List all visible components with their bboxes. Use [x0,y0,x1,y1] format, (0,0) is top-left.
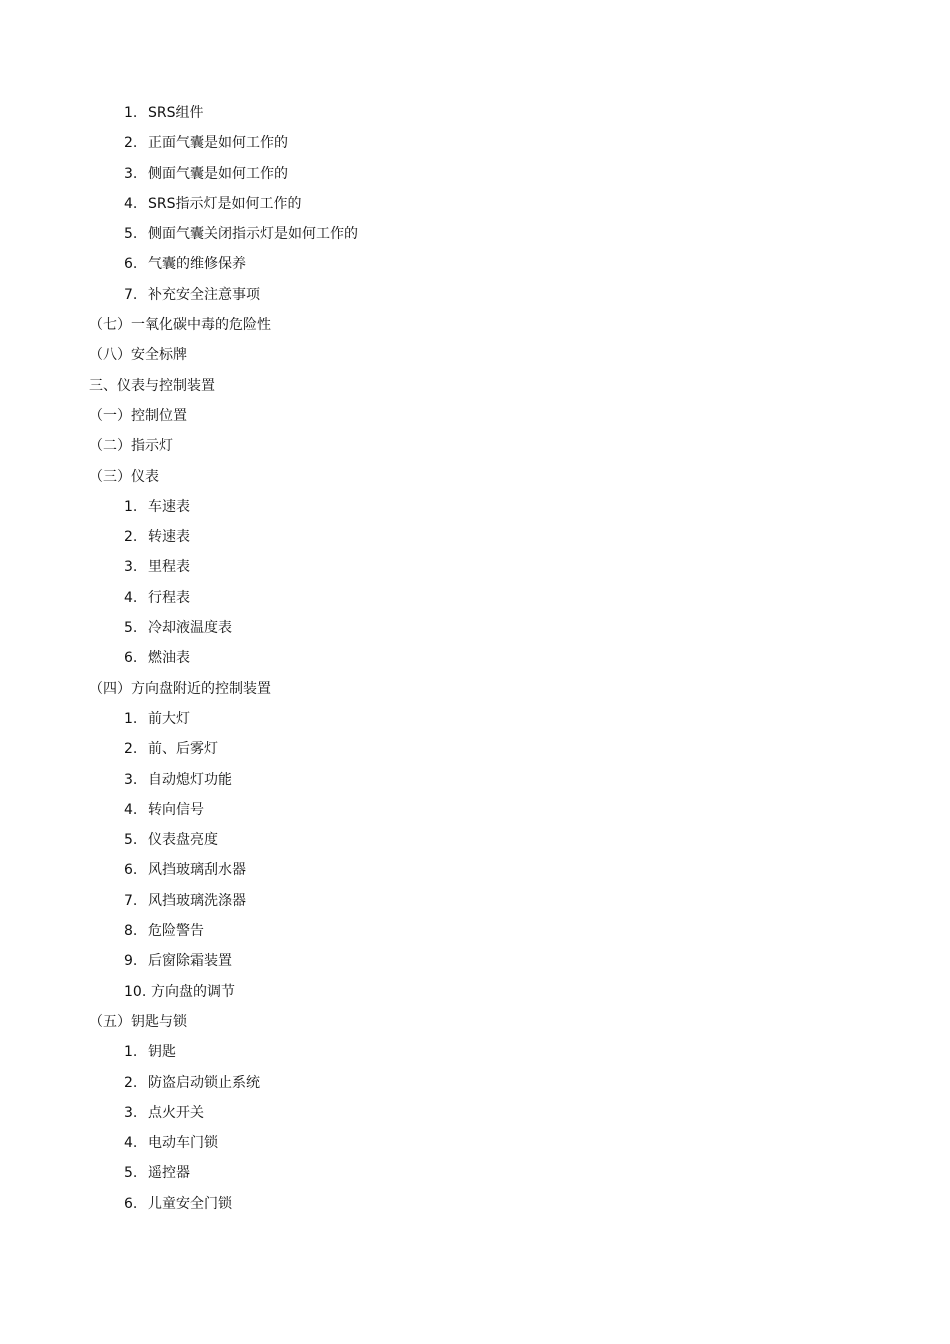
toc-item-text: 转向信号 [148,801,204,818]
toc-item-level-3 [0,280,950,310]
toc-item-level-3 [0,1068,950,1098]
toc-item-text: 仪表盘亮度 [148,832,218,849]
toc-item-text: 方向盘的调节 [151,983,235,1000]
toc-item-number: 4. [124,1135,138,1152]
toc-item-level-3 [0,916,950,946]
toc-item-number: 8. [124,923,138,940]
toc-item-number: 10. [124,983,147,1000]
toc-item-level-3 [0,946,950,976]
toc-item-text: （八）安全标牌 [89,347,187,364]
toc-item-text: 儿童安全门锁 [148,1195,232,1212]
toc-item-text: 危险警告 [148,923,204,940]
toc-item-level-3 [0,734,950,764]
toc-item-level-2 [0,1007,950,1037]
toc-item-number: 5. [124,832,138,849]
table-of-contents [0,98,950,1219]
toc-item-level-2 [0,431,950,461]
toc-item-level-3 [0,977,950,1007]
toc-item-number: 1. [124,1044,138,1061]
toc-item-text: 转速表 [148,529,190,546]
toc-item-text: 风挡玻璃洗涤器 [148,892,246,909]
toc-item-text: 里程表 [148,559,190,576]
toc-item-text: （二）指示灯 [89,438,173,455]
toc-item-level-3 [0,1189,950,1219]
toc-item-level-3 [0,795,950,825]
toc-item-level-3 [0,825,950,855]
toc-item-text: 行程表 [148,589,190,606]
toc-item-number: 5. [124,226,138,243]
toc-item-text: 侧面气囊是如何工作的 [148,165,288,182]
toc-item-number: 1. [124,710,138,727]
toc-item-number: 3. [124,165,138,182]
toc-item-text: 正面气囊是如何工作的 [148,135,288,152]
toc-item-text: 车速表 [148,498,190,515]
toc-item-text: （五）钥匙与锁 [89,1013,187,1030]
toc-item-text: （七）一氧化碳中毒的危险性 [89,317,271,334]
toc-item-text: 防盗启动锁止系统 [148,1074,260,1091]
toc-item-level-2 [0,310,950,340]
toc-item-text: 后窗除霜装置 [148,953,232,970]
toc-item-number: 4. [124,589,138,606]
toc-item-text: 点火开关 [148,1104,204,1121]
toc-item-number: 7. [124,286,138,303]
toc-item-level-3 [0,1037,950,1067]
toc-item-level-3 [0,855,950,885]
toc-item-text: （三）仪表 [89,468,159,485]
toc-item-text: （四）方向盘附近的控制装置 [89,680,271,697]
toc-item-level-2 [0,674,950,704]
toc-item-level-3 [0,128,950,158]
toc-item-level-3 [0,886,950,916]
toc-item-number: 2. [124,1074,138,1091]
toc-item-number: 9. [124,953,138,970]
toc-item-level-3 [0,492,950,522]
toc-item-text: 三、仪表与控制装置 [89,377,215,394]
toc-item-text: 燃油表 [148,650,190,667]
toc-item-level-3 [0,522,950,552]
toc-item-level-3 [0,1128,950,1158]
toc-item-number: 4. [124,801,138,818]
toc-item-level-3 [0,189,950,219]
toc-item-number: 1. [124,105,138,121]
toc-item-text: 补充安全注意事项 [148,286,260,303]
toc-item-level-3 [0,98,950,128]
toc-item-number: 2. [124,529,138,546]
toc-item-number: 4. [124,195,138,212]
toc-item-text: 风挡玻璃刮水器 [148,862,246,879]
toc-item-text: 气囊的维修保养 [148,256,246,273]
toc-item-number: 6. [124,650,138,667]
toc-item-text: 前、后雾灯 [148,741,218,758]
toc-item-text: 前大灯 [148,710,190,727]
toc-item-level-1 [0,371,950,401]
toc-item-level-2 [0,340,950,370]
toc-item-number: 2. [124,135,138,152]
toc-item-text: （一）控制位置 [89,407,187,424]
toc-item-text: 电动车门锁 [148,1135,218,1152]
toc-item-level-3 [0,583,950,613]
toc-item-number: 3. [124,559,138,576]
toc-item-number: 3. [124,771,138,788]
toc-item-text: SRS指示灯是如何工作的 [148,195,302,212]
toc-item-level-2 [0,462,950,492]
toc-item-number: 5. [124,1165,138,1182]
toc-item-text: 钥匙 [148,1044,176,1061]
toc-item-number: 6. [124,1195,138,1212]
toc-item-number: 6. [124,862,138,879]
toc-item-number: 7. [124,892,138,909]
toc-item-level-3 [0,704,950,734]
toc-item-text: 自动熄灯功能 [148,771,232,788]
toc-item-level-3 [0,552,950,582]
toc-item-number: 6. [124,256,138,273]
toc-item-text: SRS组件 [148,105,204,121]
toc-item-level-3 [0,1098,950,1128]
toc-item-level-3 [0,643,950,673]
toc-item-level-3 [0,613,950,643]
toc-item-level-3 [0,249,950,279]
toc-item-text: 冷却液温度表 [148,620,232,637]
toc-item-level-3 [0,159,950,189]
toc-item-level-3 [0,1158,950,1188]
toc-item-level-3 [0,765,950,795]
toc-item-level-3 [0,219,950,249]
toc-item-number: 1. [124,498,138,515]
toc-item-text: 遥控器 [148,1165,190,1182]
toc-item-number: 2. [124,741,138,758]
toc-item-number: 3. [124,1104,138,1121]
toc-item-level-2 [0,401,950,431]
toc-item-text: 侧面气囊关闭指示灯是如何工作的 [148,226,358,243]
toc-item-number: 5. [124,620,138,637]
